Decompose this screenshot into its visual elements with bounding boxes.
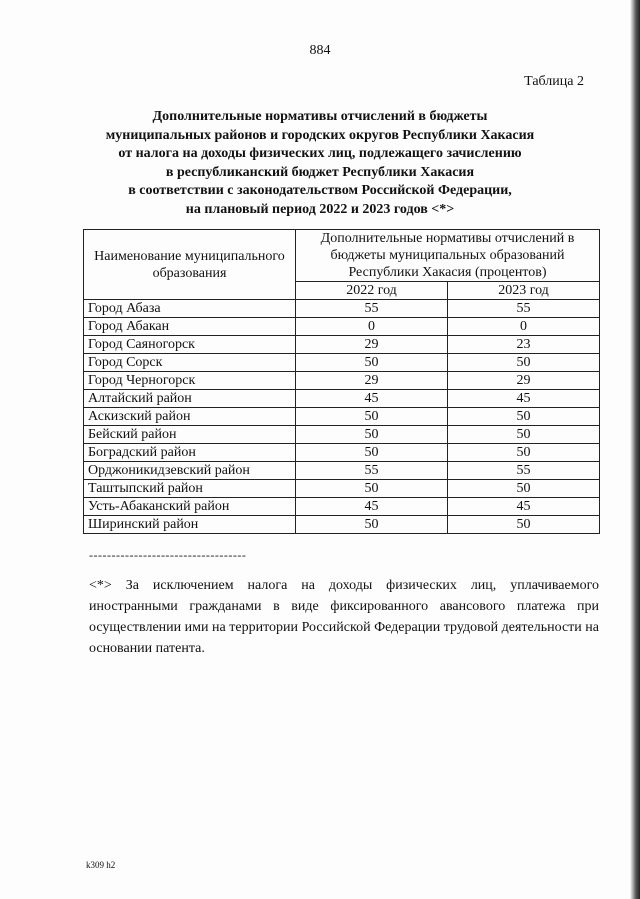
value-2022-cell: 29 xyxy=(296,372,448,390)
value-2022-cell: 45 xyxy=(296,390,448,408)
value-2022-cell: 50 xyxy=(296,354,448,372)
value-2023-cell: 50 xyxy=(448,354,600,372)
table-row xyxy=(84,498,600,516)
municipality-name-cell: Город Сорск xyxy=(84,354,296,372)
table-label: Таблица 2 xyxy=(524,74,584,89)
value-2022-cell: 50 xyxy=(296,408,448,426)
table-row xyxy=(84,336,600,354)
municipality-name-cell: Боградский район xyxy=(84,444,296,462)
municipality-name-cell: Город Саяногорск xyxy=(84,336,296,354)
column-header-2023: 2023 год xyxy=(448,282,600,300)
table-row xyxy=(84,462,600,480)
value-2022-cell: 50 xyxy=(296,426,448,444)
document-code: k309 h2 xyxy=(86,860,116,870)
page-number: 884 xyxy=(309,43,331,58)
table-body xyxy=(84,300,600,534)
column-header-2022: 2022 год xyxy=(296,282,448,300)
value-2023-cell: 45 xyxy=(448,498,600,516)
scan-edge xyxy=(630,0,640,899)
value-2023-cell: 45 xyxy=(448,390,600,408)
title-line: в соответствии с законодательством Российской Федерации, xyxy=(128,183,512,198)
footnote-separator: ----------------------------------- xyxy=(89,548,247,562)
municipality-name-cell: Усть-Абаканский район xyxy=(84,498,296,516)
title-line: от налога на доходы физических лиц, подлежащего зачислению xyxy=(118,146,522,161)
value-2023-cell: 23 xyxy=(448,336,600,354)
value-2022-cell: 55 xyxy=(296,462,448,480)
municipality-name-cell: Город Абакан xyxy=(84,318,296,336)
column-header-group: Дополнительные нормативы отчислений в бюджеты муниципальных образований Республики Хакасия (процентов) xyxy=(296,230,600,282)
table-row xyxy=(84,300,600,318)
value-2023-cell: 29 xyxy=(448,372,600,390)
value-2022-cell: 55 xyxy=(296,300,448,318)
value-2023-cell: 50 xyxy=(448,480,600,498)
table-row xyxy=(84,354,600,372)
value-2022-cell: 50 xyxy=(296,516,448,534)
municipality-name-cell: Город Абаза xyxy=(84,300,296,318)
value-2023-cell: 50 xyxy=(448,444,600,462)
title-line: в республиканский бюджет Республики Хакасия xyxy=(165,164,475,180)
table-row xyxy=(84,480,600,498)
title-line: муниципальных районов и городских округов Республики Хакасия xyxy=(105,127,535,143)
municipality-name-cell: Аскизский район xyxy=(84,408,296,426)
municipality-name-cell: Таштыпский район xyxy=(84,480,296,498)
table-row xyxy=(84,444,600,462)
title-line: на плановый период 2022 и 2023 годов <*> xyxy=(185,201,455,217)
municipality-name-cell: Орджоникидзевский район xyxy=(84,462,296,480)
table-row xyxy=(84,372,600,390)
table-row xyxy=(84,408,600,426)
table-row xyxy=(84,516,600,534)
municipality-name-cell: Бейский район xyxy=(84,426,296,444)
norms-table xyxy=(83,229,600,534)
municipality-name-cell: Ширинский район xyxy=(84,516,296,534)
value-2023-cell: 50 xyxy=(448,426,600,444)
table-row xyxy=(84,426,600,444)
value-2023-cell: 50 xyxy=(448,516,600,534)
value-2022-cell: 29 xyxy=(296,336,448,354)
value-2023-cell: 55 xyxy=(448,462,600,480)
municipality-name-cell: Город Черногорск xyxy=(84,372,296,390)
table-row xyxy=(84,390,600,408)
title-line: Дополнительные нормативы отчислений в бюджеты xyxy=(152,109,488,124)
value-2022-cell: 45 xyxy=(296,498,448,516)
document-title xyxy=(60,108,580,219)
value-2023-cell: 55 xyxy=(448,300,600,318)
footnote: <*> За исключением налога на доходы физических лиц, уплачиваемого иностранными гражданами в виде фиксированного авансового платежа при осуществлении ими на территории Российской Федерации трудовой деятельности на основании патента. xyxy=(89,578,599,656)
value-2023-cell: 50 xyxy=(448,408,600,426)
value-2022-cell: 0 xyxy=(296,318,448,336)
value-2022-cell: 50 xyxy=(296,444,448,462)
column-header-name: Наименование муниципального образования xyxy=(84,230,296,300)
municipality-name-cell: Алтайский район xyxy=(84,390,296,408)
value-2023-cell: 0 xyxy=(448,318,600,336)
value-2022-cell: 50 xyxy=(296,480,448,498)
table-row xyxy=(84,318,600,336)
